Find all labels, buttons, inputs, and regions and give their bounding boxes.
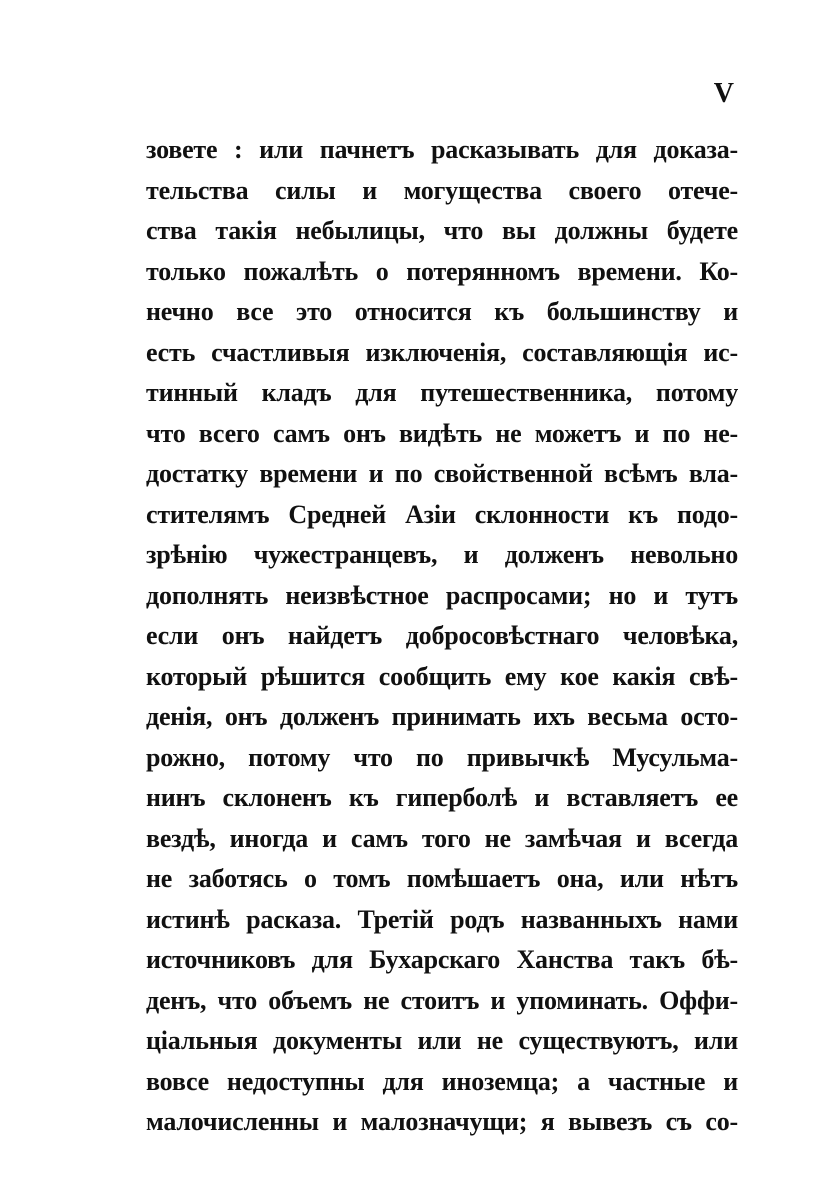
text-line: рожно, потому что по привычкѣ Мусульма-: [146, 742, 738, 772]
text-line: малочисленны и малозначущи; я вывезъ съ со-: [146, 1107, 738, 1136]
body-text: [146, 130, 738, 1143]
text-line: стителямъ Средней Азіи склонности къ подо-: [146, 499, 738, 529]
text-line: денія, онъ долженъ принимать ихъ весьма осто-: [146, 702, 738, 731]
text-line: денъ, что объемъ не стоитъ и упоминать. Оффи-: [146, 985, 738, 1015]
text-line: не заботясь о томъ помѣшаетъ она, или нѣтъ: [146, 864, 738, 893]
text-line: вовсе недоступны для иноземца; а частные и: [146, 1066, 738, 1096]
page-number: V: [713, 78, 734, 109]
text-line: ства такія небылицы, что вы должны будете: [146, 216, 738, 245]
text-line: если онъ найдетъ добросовѣстнаго человѣка,: [146, 621, 738, 650]
text-line: нечно все это относится къ большинству и: [146, 297, 738, 326]
text-line: тинный кладъ для путешественника, потому: [146, 378, 738, 407]
text-line: зрѣнію чужестранцевъ, и долженъ невольно: [146, 540, 738, 569]
text-line: достатку времени и по свойственной всѣмъ вла-: [146, 459, 738, 488]
text-line: который рѣшится сообщить ему кое какія свѣ-: [146, 661, 738, 691]
text-line: нинъ склоненъ къ гиперболѣ и вставляетъ ее: [146, 783, 738, 812]
text-line: дополнять неизвѣстное распросами; но и тутъ: [146, 580, 738, 610]
text-line: тельства силы и могущества своего отече-: [146, 175, 738, 205]
text-line: вездѣ, иногда и самъ того не замѣчая и всегда: [146, 823, 738, 853]
text-line: источниковъ для Бухарскаго Ханства такъ бѣ-: [146, 945, 738, 974]
text-line: ціальныя документы или не существуютъ, или: [146, 1026, 738, 1055]
text-line: что всего самъ онъ видѣть не можетъ и по не-: [146, 418, 738, 448]
text-line: истинѣ расказа. Третій родъ названныхъ нами: [146, 904, 738, 934]
text-line: только пожалѣть о потерянномъ времени. Ко-: [146, 256, 738, 286]
text-line: зовете : или пачнетъ расказывать для доказа-: [146, 135, 738, 164]
text-line: есть счастливыя изключенія, составляющія ис-: [146, 337, 738, 367]
